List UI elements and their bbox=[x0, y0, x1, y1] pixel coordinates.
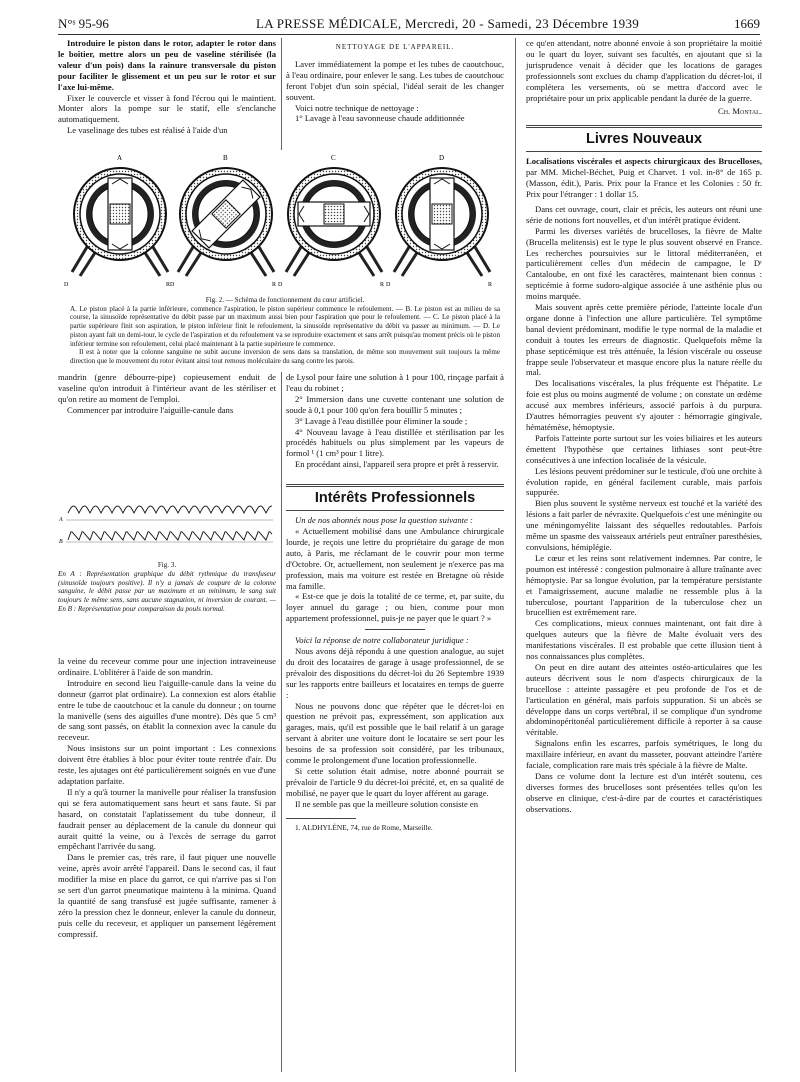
footnote-rule bbox=[286, 818, 356, 819]
paragraph: Nous insistons sur un point important : Les connexions doivent être établies à bloc pour éviter toute rentrée d'air. Du reste, les ajutages ont été particulièrement soignés en vue d'une adaptation parfaite. bbox=[58, 743, 276, 786]
figure-3-title: Fig. 3. bbox=[157, 561, 177, 569]
paragraph: Introduire en second lieu l'aiguille-canule dans la veine du donneur (garrot plat ordinaire). La connexion est alors établie entre le tube de caoutchouc et la canule du donneur ; on tourne la manivelle (sens des aiguilles d'une montre). Dès que 5 cm³ de sang sont passés, on établit la connexion avec la canule du receveur. bbox=[58, 677, 276, 743]
piston-group bbox=[108, 178, 132, 250]
answer-intro: Voici la réponse de notre collaborateur juridique : bbox=[295, 635, 469, 646]
issue-number: N°ˢ 95-96 bbox=[58, 16, 109, 31]
figure-2-caption-body: A. Le piston placé à la partie inférieure, commence l'aspiration, le piston supérieur commence le refoulement. — B. Le piston est au milieu de sa course, la sinusoïde représentative du débit passe par un maximum aussi bien pour l'aspiration que pour le refoulement. — C. Le piston placé à la partie supérieure finit son aspiration, le piston inférieur finit le refoulement, la sinusoïde représentative du débit va passer au minimum. — D. Le piston ayant fait un demi-tour, le cycle de l'aspiration et du refoulement va se reproduire exactement et sans arrêt puisqu'au moment précis où le piston inférieur termine son refoulement, celui placé maintenant à la partie supérieure le commence. bbox=[70, 304, 500, 348]
pump-schematic bbox=[278, 154, 384, 288]
book-title: Localisations viscérales et aspects chirurgicaux des Brucelloses, bbox=[526, 156, 762, 167]
port-label-d: D bbox=[278, 282, 283, 288]
figure-3-waveforms bbox=[58, 499, 276, 559]
rotor-axis bbox=[110, 204, 130, 224]
pump-label: C bbox=[331, 154, 336, 162]
paragraph: Bien plus souvent le système nerveux est touché et la variété des lésions a fait parler de névraxite. Quelquefois c'est une méningite ou une méningomyélite laissant des séquelles redoutables. Parfois même un spasme des vaisseaux artériels peut entraîner paresthésies, convulsions, hémiplégie. bbox=[526, 498, 762, 552]
paragraph: Laver immédiatement la pompe et les tubes de caoutchouc, à l'eau ordinaire, pour enlever le sang. Les tubes de caoutchouc feront l'objet d'un soin spécial, l'idéal serait de les changer souvent. bbox=[286, 58, 504, 102]
pump-label: D bbox=[439, 154, 445, 162]
figure-2-title: Fig. 2. — Schéma de fonctionnement du cœur artificiel. bbox=[205, 296, 365, 304]
rotor-axis bbox=[324, 204, 344, 224]
paragraph: Introduire le piston dans le rotor, adapter le rotor dans le boîtier, mettre alors un peu de vaseline stérilisée (la valeur d'un pois) dans la rainure transversale du piston pour faciliter le glissement et un peu sur le rotor et sur l'axe lui-même. bbox=[58, 38, 276, 92]
paragraph: Il n'y a qu'à tourner la manivelle pour réaliser la transfusion qui se fera automatiquement sans heurt et sans faute. Si par hasard, on constatait l'aplatissement du tube donneur, il faudrait penser au déplacement de la canule du donneur qui aurait quitté la veine, ou à l'excès de serrage du garrot empêchant l'arrivée du sang. bbox=[58, 786, 276, 852]
column-rule bbox=[281, 372, 282, 1072]
paragraph: « Actuellement mobilisé dans une Ambulance chirurgicale lourde, je reçois une lettre du propriétaire du garage de mon auto, à Paris, me réclamant de le couvrir pour mon terme d'Octobre. Or, actuellement, non seulement je n'exerce pas ma profession, mais ma voiture est restée en Bretagne où réside ma famille. bbox=[286, 525, 504, 591]
paragraph: Parmi les diverses variétés de brucelloses, la fièvre de Malte (Brucella melitensis) est le type le plus souvent observé en France. Les recherches poursuivies sur le littoral méditerranéen, et particulièrement celles d'un médecin de campagne, le Dʳ Cantaloube, en ont fixé les caractères, maintenant bien connus : septicémie à forme sudoro-algique associée à une asthénie plus ou moins marquée. bbox=[526, 225, 762, 302]
paragraph: Fixer le couvercle et visser à fond l'écrou qui le maintient. Monter alors la pompe sur le statif, elle s'enclanche automatiquement. bbox=[58, 92, 276, 125]
figure-2-caption-note: Il est à noter que la colonne sanguine ne subit aucune inversion de sens dans sa translation, de même son mouvement suit toujours la même direction que le mouvement du rotor évitant ainsi tout remous moléculaire du sang contre les parois. bbox=[70, 348, 500, 365]
col3 bbox=[526, 38, 762, 815]
wave-b-pulse bbox=[68, 532, 272, 540]
paragraph: Le cœur et les reins sont relativement indemnes. Par contre, le poumon est intéressé : congestion pulmonaire à allure traînante avec hémoptysie. Par sa longue évolution, par la température persistante et l'amaigrissement, aucune maladie ne ressemble plus à la tuberculose, pourtant l'apparition de la tuberculose chez un brucellien est extrêmement rare. bbox=[526, 552, 762, 618]
section-rule bbox=[286, 510, 504, 511]
section-title-interets: Intérêts Professionnels bbox=[314, 490, 476, 507]
wave-b-label: B bbox=[59, 539, 63, 545]
book-details: par MM. Michel-Béchet, Puig et Charvet. 1 vol. in-8° de 165 p. (Masson, édit.), Paris. Prix pour la France et les Colonies : 50 fr. Prix pour l'étranger : 1 dollar 15. bbox=[526, 167, 762, 199]
paragraph: Parfois l'atteinte porte surtout sur les voies biliaires et les auteurs émettent l'hypothèse que certaines lithiases sont peut-être consécutives à une infection localisée de la vésicule. bbox=[526, 432, 762, 465]
paragraph: 2° Immersion dans une cuvette contenant une solution de soude à 0,1 pour 100 qu'on fera bouillir 5 minutes ; bbox=[286, 393, 504, 415]
paragraph: On peut en dire autant des atteintes ostéo-articulaires que les auteurs décrivent sous le nom d'aspects chirurgicaux de la brucellose : atteinte passagère et peu profonde de l'os et de l'articulation en général, mais parfois suppuration. Si un abcès se développe dans un corps vertébral, il se complique d'un syndrome abdominopéritonéal particulièrement difficile à reporter à sa cause véritable. bbox=[526, 661, 762, 738]
col1-mid bbox=[58, 372, 276, 416]
footnote: 1. ALDHYLÈNE, 74, rue de Rome, Marseille. bbox=[295, 822, 433, 832]
port-label-d: D bbox=[170, 282, 175, 288]
paragraph: Les lésions peuvent prédominer sur le testicule, d'où une orchite à évolution rapide, en général facilement curable, mais parfois suppurée. bbox=[526, 465, 762, 498]
paragraph: « Est-ce que je dois la totalité de ce terme, et, par suite, du loyer annuel du garage ; ou bien, comme pour mon appartement professionnel, puis-je ne payer que le quart ? » bbox=[286, 591, 504, 624]
pump-label: A bbox=[117, 154, 123, 162]
figure-2-pump-diagram bbox=[58, 152, 504, 300]
page-number: 1669 bbox=[734, 16, 760, 31]
pump-schematic bbox=[64, 154, 170, 288]
section-rule bbox=[526, 125, 762, 128]
paragraph: Commencer par introduire l'aiguille-canule dans bbox=[67, 404, 234, 415]
paragraph: Si cette solution était admise, notre abonné pourrait se prévaloir de l'article 9 du décret-loi précité, et, en sa qualité de mobilisé, ne payer que le quart du loyer afférent au garage. bbox=[286, 766, 504, 798]
paragraph: Le vaselinage des tubes est réalisé à l'aide d'un bbox=[67, 125, 228, 136]
section-rule bbox=[526, 151, 762, 152]
port-label-r: R bbox=[488, 282, 493, 288]
paragraph: Voici notre technique de nettoyage : bbox=[295, 102, 419, 113]
figure-3-caption-body: En A : Représentation graphique du débit rythmique du transfuseur (sinusoïde toujours positive). Il n'y a jamais de coupure de la colonne sanguine, le débit passe par un maximum et un minimum, le sang suit toujours le même sens, sans aucune stagnation, ni inversion de courant. — En B : Représentation pour comparaison du pouls normal. bbox=[58, 569, 276, 613]
col1-top bbox=[58, 38, 276, 136]
divider bbox=[365, 629, 425, 630]
paragraph: Mais souvent après cette première période, l'atteinte locale d'un organe donne à l'infection une allure particulière. Tel symptôme banal devient prédominant, modifie le type normal de la maladie et conduit à toutes les erreurs de diagnostic. Quelquefois même la phase septicémique est très atténuée, la lésion viscérale ou osseuse frappe seule l'observateur et masque encore plus la nature réelle du mal. bbox=[526, 302, 762, 378]
paragraph: En procédant ainsi, l'appareil sera propre et prêt à resservir. bbox=[295, 459, 499, 470]
col2-top bbox=[286, 38, 504, 124]
paragraph: ce qu'en attendant, notre abonné envoie à son propriétaire la moitié ou le quart du loyer, suivant ses facultés, en ajoutant que si la jurisprudence venait à décider que les locations de garages professionnels sont exclues du champ d'application du décret-loi, il complétera les versements, où se mettra d'accord avec le propriétaire pour un prix applicable pendant la durée de la guerre. bbox=[526, 38, 762, 103]
paragraph: 3° Lavage à l'eau distillée pour éliminer la soude ; bbox=[295, 415, 468, 426]
paragraph: Dans cet ouvrage, court, clair et précis, les auteurs ont réuni une série de notions fort nouvelles, et d'un intérêt pratique évident. bbox=[526, 203, 762, 225]
figure-2-caption bbox=[70, 296, 500, 366]
piston-group bbox=[298, 202, 370, 226]
wave-a-sinusoid bbox=[68, 506, 272, 513]
section-title-livres: Livres Nouveaux bbox=[585, 131, 703, 148]
wave-a-label: A bbox=[59, 517, 63, 523]
paragraph: Dans ce volume dont la lecture est d'un intérêt soutenu, ces diverses formes des brucelloses sont présentées telles qu'on les observe en clinique, c'est-à-dire par de courtes et caractéristiques observations. bbox=[526, 771, 762, 814]
book-reference bbox=[526, 156, 762, 200]
paragraph: 4° Nouveau lavage à l'eau distillée et stérilisation par les procédés habituels ou plus simplement par les vapeurs de formol ¹ (1 cm³ pour 1 litre). bbox=[286, 426, 504, 459]
col2-mid bbox=[286, 372, 504, 832]
pump-label: B bbox=[223, 154, 228, 162]
paragraph: Ces complications, mieux connues maintenant, ont fait dire à quelques auteurs que la fièvre de Malte évoluait vers des manifestations viscérales. Il est probable que cette illusion tient à nos connaissances plus complètes. bbox=[526, 618, 762, 662]
column-rule bbox=[515, 38, 516, 1072]
paragraph: mandrin (genre débourre-pipe) copieusement enduit de vaseline qu'on introduit à l'intérieur avant de les stériliser et qu'on retire au moment de l'emploi. bbox=[58, 372, 276, 404]
piston-group bbox=[430, 178, 454, 250]
pump-schematic bbox=[386, 154, 492, 288]
paragraph: Des localisations viscérales, la plus fréquente est l'hépatite. Le foie est plus ou moins augmenté de volume ; on constate un œdème accusé aux membres inférieurs, associé parfois à du purpura. D'autres hémorragies peuvent s'y ajouter : hémorragie gingivale, hématémèse, hémoptysie. bbox=[526, 378, 762, 432]
signature: Ch. Montal. bbox=[717, 106, 762, 117]
header-rule bbox=[58, 34, 760, 35]
column-rule bbox=[281, 38, 282, 150]
paragraph: 1° Lavage à l'eau savonneuse chaude additionnée bbox=[295, 113, 465, 124]
col1-bottom bbox=[58, 656, 276, 940]
page-header bbox=[58, 14, 760, 36]
section-rule bbox=[286, 484, 504, 487]
port-label-r: R bbox=[166, 282, 171, 288]
port-label-d: D bbox=[64, 282, 69, 288]
paragraph: Nous avons déjà répondu à une question analogue, au sujet du droit des locataires de garage à usage professionnel, de se prévaloir des dispositions du décret-loi du 26 Septembre 1939 sur les rapports entre bailleurs et locataires en temps de guerre : bbox=[286, 646, 504, 700]
port-label-d: D bbox=[386, 282, 391, 288]
rotor-axis bbox=[432, 204, 452, 224]
paragraph: Dans le premier cas, très rare, il faut piquer une nouvelle veine, après avoir arrêté l'appareil. Dans le second cas, il faut modifier la mise en place du garrot, ce qui n'arrive pas si l'on se sert d'un garrot pneumatique maintenu à la minima. Quand la quantité de sang transfusé est jugée suffisante, ramener à zéro la pression chez le donneur, enlever la canule du donneur, puis celle du receveur, et appliquer un pansement légèrement compressif. bbox=[58, 852, 276, 939]
paragraph: de Lysol pour faire une solution à 1 pour 100, rinçage parfait à l'eau du robinet ; bbox=[286, 372, 504, 393]
figure-3-caption bbox=[58, 561, 276, 614]
section-heading: NETTOYAGE DE L'APPAREIL. bbox=[335, 43, 455, 51]
port-label-r: R bbox=[272, 282, 277, 288]
journal-title: LA PRESSE MÉDICALE, Mercredi, 20 - Samedi, 23 Décembre 1939 bbox=[256, 16, 640, 31]
question-intro: Un de nos abonnés nous pose la question suivante : bbox=[295, 515, 473, 526]
pump-schematic bbox=[170, 154, 276, 288]
paragraph: la veine du receveur comme pour une injection intraveineuse ordinaire. L'oblitérer à l'aide de son mandrin. bbox=[58, 656, 276, 677]
paragraph: Il ne semble pas que la meilleure solution consiste en bbox=[295, 798, 479, 809]
paragraph: Signalons enfin les escarres, parfois symétriques, le long du maxillaire inférieur, en avant du masseter, pouvant atteindre l'artère faciale, complication rare mais très spéciale à la fièvre de Malte. bbox=[526, 738, 762, 771]
paragraph: Nous ne pouvons donc que répéter que le décret-loi en question ne prévoit pas, expressément, son application aux garages, mais, qu'il est possible que le bail relatif à un garage servant à abriter une voiture dont le locataire se sert pour les besoins de sa profession soit considéré, par les tribunaux, comme le prolongement d'une location professionnelle. bbox=[286, 700, 504, 766]
port-label-r: R bbox=[380, 282, 385, 288]
